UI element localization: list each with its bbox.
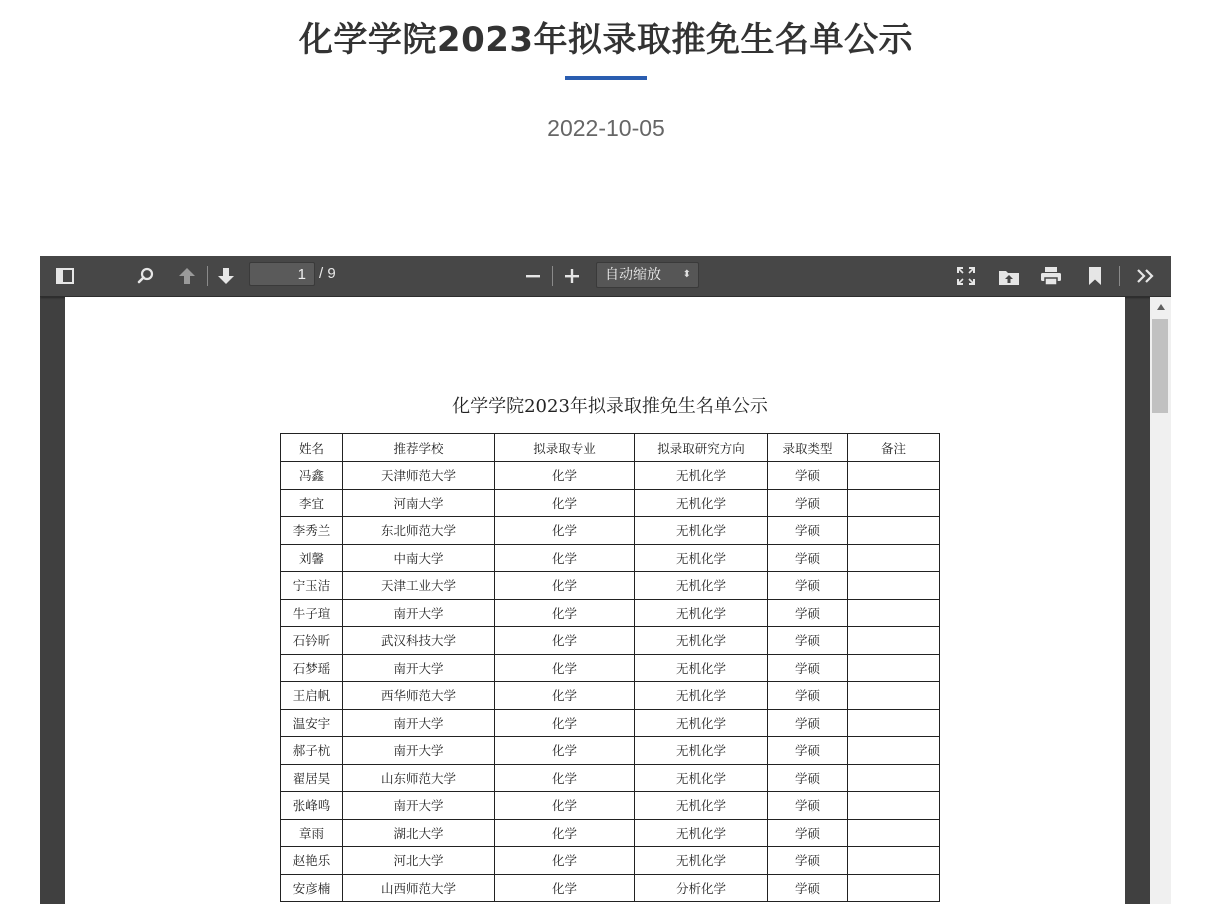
table-row: [281, 627, 940, 655]
table-cell: 无机化学: [635, 764, 768, 792]
table-cell: 温安宇: [281, 709, 343, 737]
column-header: 推荐学校: [343, 434, 495, 462]
table-cell: 学硕: [768, 599, 848, 627]
toolbar-separator: [552, 266, 553, 286]
table-cell: 学硕: [768, 709, 848, 737]
table-cell: 化学: [495, 792, 635, 820]
table-cell: 石梦瑶: [281, 654, 343, 682]
search-icon[interactable]: [132, 263, 160, 289]
table-cell: 化学: [495, 599, 635, 627]
table-cell: 刘馨: [281, 544, 343, 572]
select-arrows-icon: ⬍: [682, 269, 691, 280]
table-row: [281, 819, 940, 847]
column-header: 录取类型: [768, 434, 848, 462]
zoom-select-value: 自动缩放: [605, 267, 661, 283]
table-cell: 学硕: [768, 874, 848, 902]
table-cell: [848, 847, 940, 875]
table-cell: [848, 764, 940, 792]
table-cell: 天津工业大学: [343, 572, 495, 600]
presentation-mode-icon[interactable]: [952, 263, 980, 289]
table-cell: [848, 682, 940, 710]
table-cell: 南开大学: [343, 709, 495, 737]
table-cell: 化学: [495, 682, 635, 710]
table-cell: 无机化学: [635, 572, 768, 600]
table-cell: 化学: [495, 819, 635, 847]
toolbar-separator: [1119, 266, 1120, 286]
table-cell: 无机化学: [635, 682, 768, 710]
table-cell: 无机化学: [635, 819, 768, 847]
table-cell: 南开大学: [343, 599, 495, 627]
document-title: 化学学院2023年拟录取推免生名单公示: [452, 396, 768, 417]
table-row: [281, 682, 940, 710]
table-cell: 无机化学: [635, 709, 768, 737]
toolbar-separator: [207, 266, 208, 286]
table-cell: 化学: [495, 627, 635, 655]
table-cell: 无机化学: [635, 599, 768, 627]
table-header-row: [281, 434, 940, 462]
table-cell: 章雨: [281, 819, 343, 847]
table-cell: 李宜: [281, 489, 343, 517]
table-cell: [848, 517, 940, 545]
table-cell: 无机化学: [635, 462, 768, 490]
table-cell: 中南大学: [343, 544, 495, 572]
table-cell: 学硕: [768, 517, 848, 545]
table-cell: 学硕: [768, 627, 848, 655]
table-cell: 化学: [495, 517, 635, 545]
article-title: 化学学院2023年拟录取推免生名单公示: [298, 20, 914, 60]
column-header: 姓名: [281, 434, 343, 462]
table-cell: 化学: [495, 737, 635, 765]
table-cell: [848, 654, 940, 682]
table-cell: 东北师范大学: [343, 517, 495, 545]
pdf-viewer: [40, 256, 1171, 904]
table-cell: 无机化学: [635, 847, 768, 875]
table-cell: [848, 627, 940, 655]
table-cell: 学硕: [768, 764, 848, 792]
table-cell: [848, 489, 940, 517]
scrollbar-thumb[interactable]: [1152, 319, 1168, 413]
table-cell: 学硕: [768, 682, 848, 710]
table-cell: 南开大学: [343, 654, 495, 682]
table-cell: 无机化学: [635, 792, 768, 820]
table-cell: 学硕: [768, 572, 848, 600]
table-cell: 无机化学: [635, 654, 768, 682]
table-cell: 郝子杭: [281, 737, 343, 765]
table-cell: 湖北大学: [343, 819, 495, 847]
table-cell: 分析化学: [635, 874, 768, 902]
table-cell: 翟居昊: [281, 764, 343, 792]
table-cell: 化学: [495, 462, 635, 490]
table-cell: 河北大学: [343, 847, 495, 875]
table-cell: 学硕: [768, 792, 848, 820]
table-cell: [848, 819, 940, 847]
zoom-out-icon[interactable]: [519, 263, 547, 289]
table-row: [281, 572, 940, 600]
bookmark-icon[interactable]: [1081, 263, 1109, 289]
table-cell: 学硕: [768, 489, 848, 517]
table-cell: 化学: [495, 847, 635, 875]
column-header: 拟录取研究方向: [635, 434, 768, 462]
zoom-select[interactable]: [596, 262, 699, 288]
table-cell: 河南大学: [343, 489, 495, 517]
table-cell: [848, 874, 940, 902]
table-row: [281, 847, 940, 875]
table-cell: 宁玉洁: [281, 572, 343, 600]
print-icon[interactable]: [1037, 263, 1065, 289]
table-cell: [848, 792, 940, 820]
table-cell: 无机化学: [635, 627, 768, 655]
table-cell: 武汉科技大学: [343, 627, 495, 655]
table-cell: 无机化学: [635, 517, 768, 545]
table-row: [281, 654, 940, 682]
table-cell: 化学: [495, 654, 635, 682]
column-header: 备注: [848, 434, 940, 462]
table-cell: 学硕: [768, 847, 848, 875]
table-cell: 李秀兰: [281, 517, 343, 545]
table-cell: [848, 462, 940, 490]
table-cell: 王启帆: [281, 682, 343, 710]
table-row: [281, 599, 940, 627]
table-cell: 学硕: [768, 654, 848, 682]
table-cell: [848, 544, 940, 572]
table-cell: 南开大学: [343, 737, 495, 765]
table-row: [281, 874, 940, 902]
table-row: [281, 764, 940, 792]
table-row: [281, 709, 940, 737]
table-cell: 无机化学: [635, 737, 768, 765]
table-row: [281, 517, 940, 545]
table-cell: 学硕: [768, 462, 848, 490]
table-cell: 无机化学: [635, 544, 768, 572]
table-cell: 化学: [495, 489, 635, 517]
title-underline: [565, 76, 647, 80]
table-cell: 学硕: [768, 819, 848, 847]
column-header: 拟录取专业: [495, 434, 635, 462]
open-file-icon[interactable]: [995, 263, 1023, 289]
table-cell: 冯鑫: [281, 462, 343, 490]
pdf-page: [65, 297, 1125, 904]
table-cell: 化学: [495, 544, 635, 572]
table-cell: 山东师范大学: [343, 764, 495, 792]
article-date: 2022-10-05: [547, 115, 665, 141]
table-cell: 天津师范大学: [343, 462, 495, 490]
table-body: [281, 462, 940, 902]
table-cell: 张峰鸣: [281, 792, 343, 820]
table-row: [281, 462, 940, 490]
table-cell: 化学: [495, 709, 635, 737]
scroll-up-arrow-icon[interactable]: [1157, 304, 1165, 310]
page-number-input[interactable]: 1: [249, 262, 315, 286]
previous-page-icon[interactable]: [173, 263, 201, 289]
table-cell: 西华师范大学: [343, 682, 495, 710]
table-cell: 南开大学: [343, 792, 495, 820]
table-cell: 山西师范大学: [343, 874, 495, 902]
table-cell: [848, 572, 940, 600]
table-cell: 石钤昕: [281, 627, 343, 655]
table-cell: 化学: [495, 572, 635, 600]
table-cell: 赵艳乐: [281, 847, 343, 875]
table-cell: 化学: [495, 764, 635, 792]
table-row: [281, 544, 940, 572]
table-row: [281, 792, 940, 820]
table-row: [281, 737, 940, 765]
table-cell: [848, 737, 940, 765]
table-row: [281, 489, 940, 517]
zoom-in-icon[interactable]: [558, 263, 586, 289]
next-page-icon[interactable]: [212, 263, 240, 289]
sidebar-toggle-icon[interactable]: [51, 263, 79, 289]
admission-table: [280, 433, 940, 902]
table-cell: 无机化学: [635, 489, 768, 517]
table-cell: 牛子瑄: [281, 599, 343, 627]
tools-icon[interactable]: [1132, 263, 1160, 289]
table-cell: 学硕: [768, 544, 848, 572]
table-cell: [848, 709, 940, 737]
table-cell: 化学: [495, 874, 635, 902]
pdf-toolbar: [40, 256, 1171, 297]
table-cell: 安彦楠: [281, 874, 343, 902]
table-cell: 学硕: [768, 737, 848, 765]
page-count: / 9: [319, 265, 336, 282]
table-cell: [848, 599, 940, 627]
